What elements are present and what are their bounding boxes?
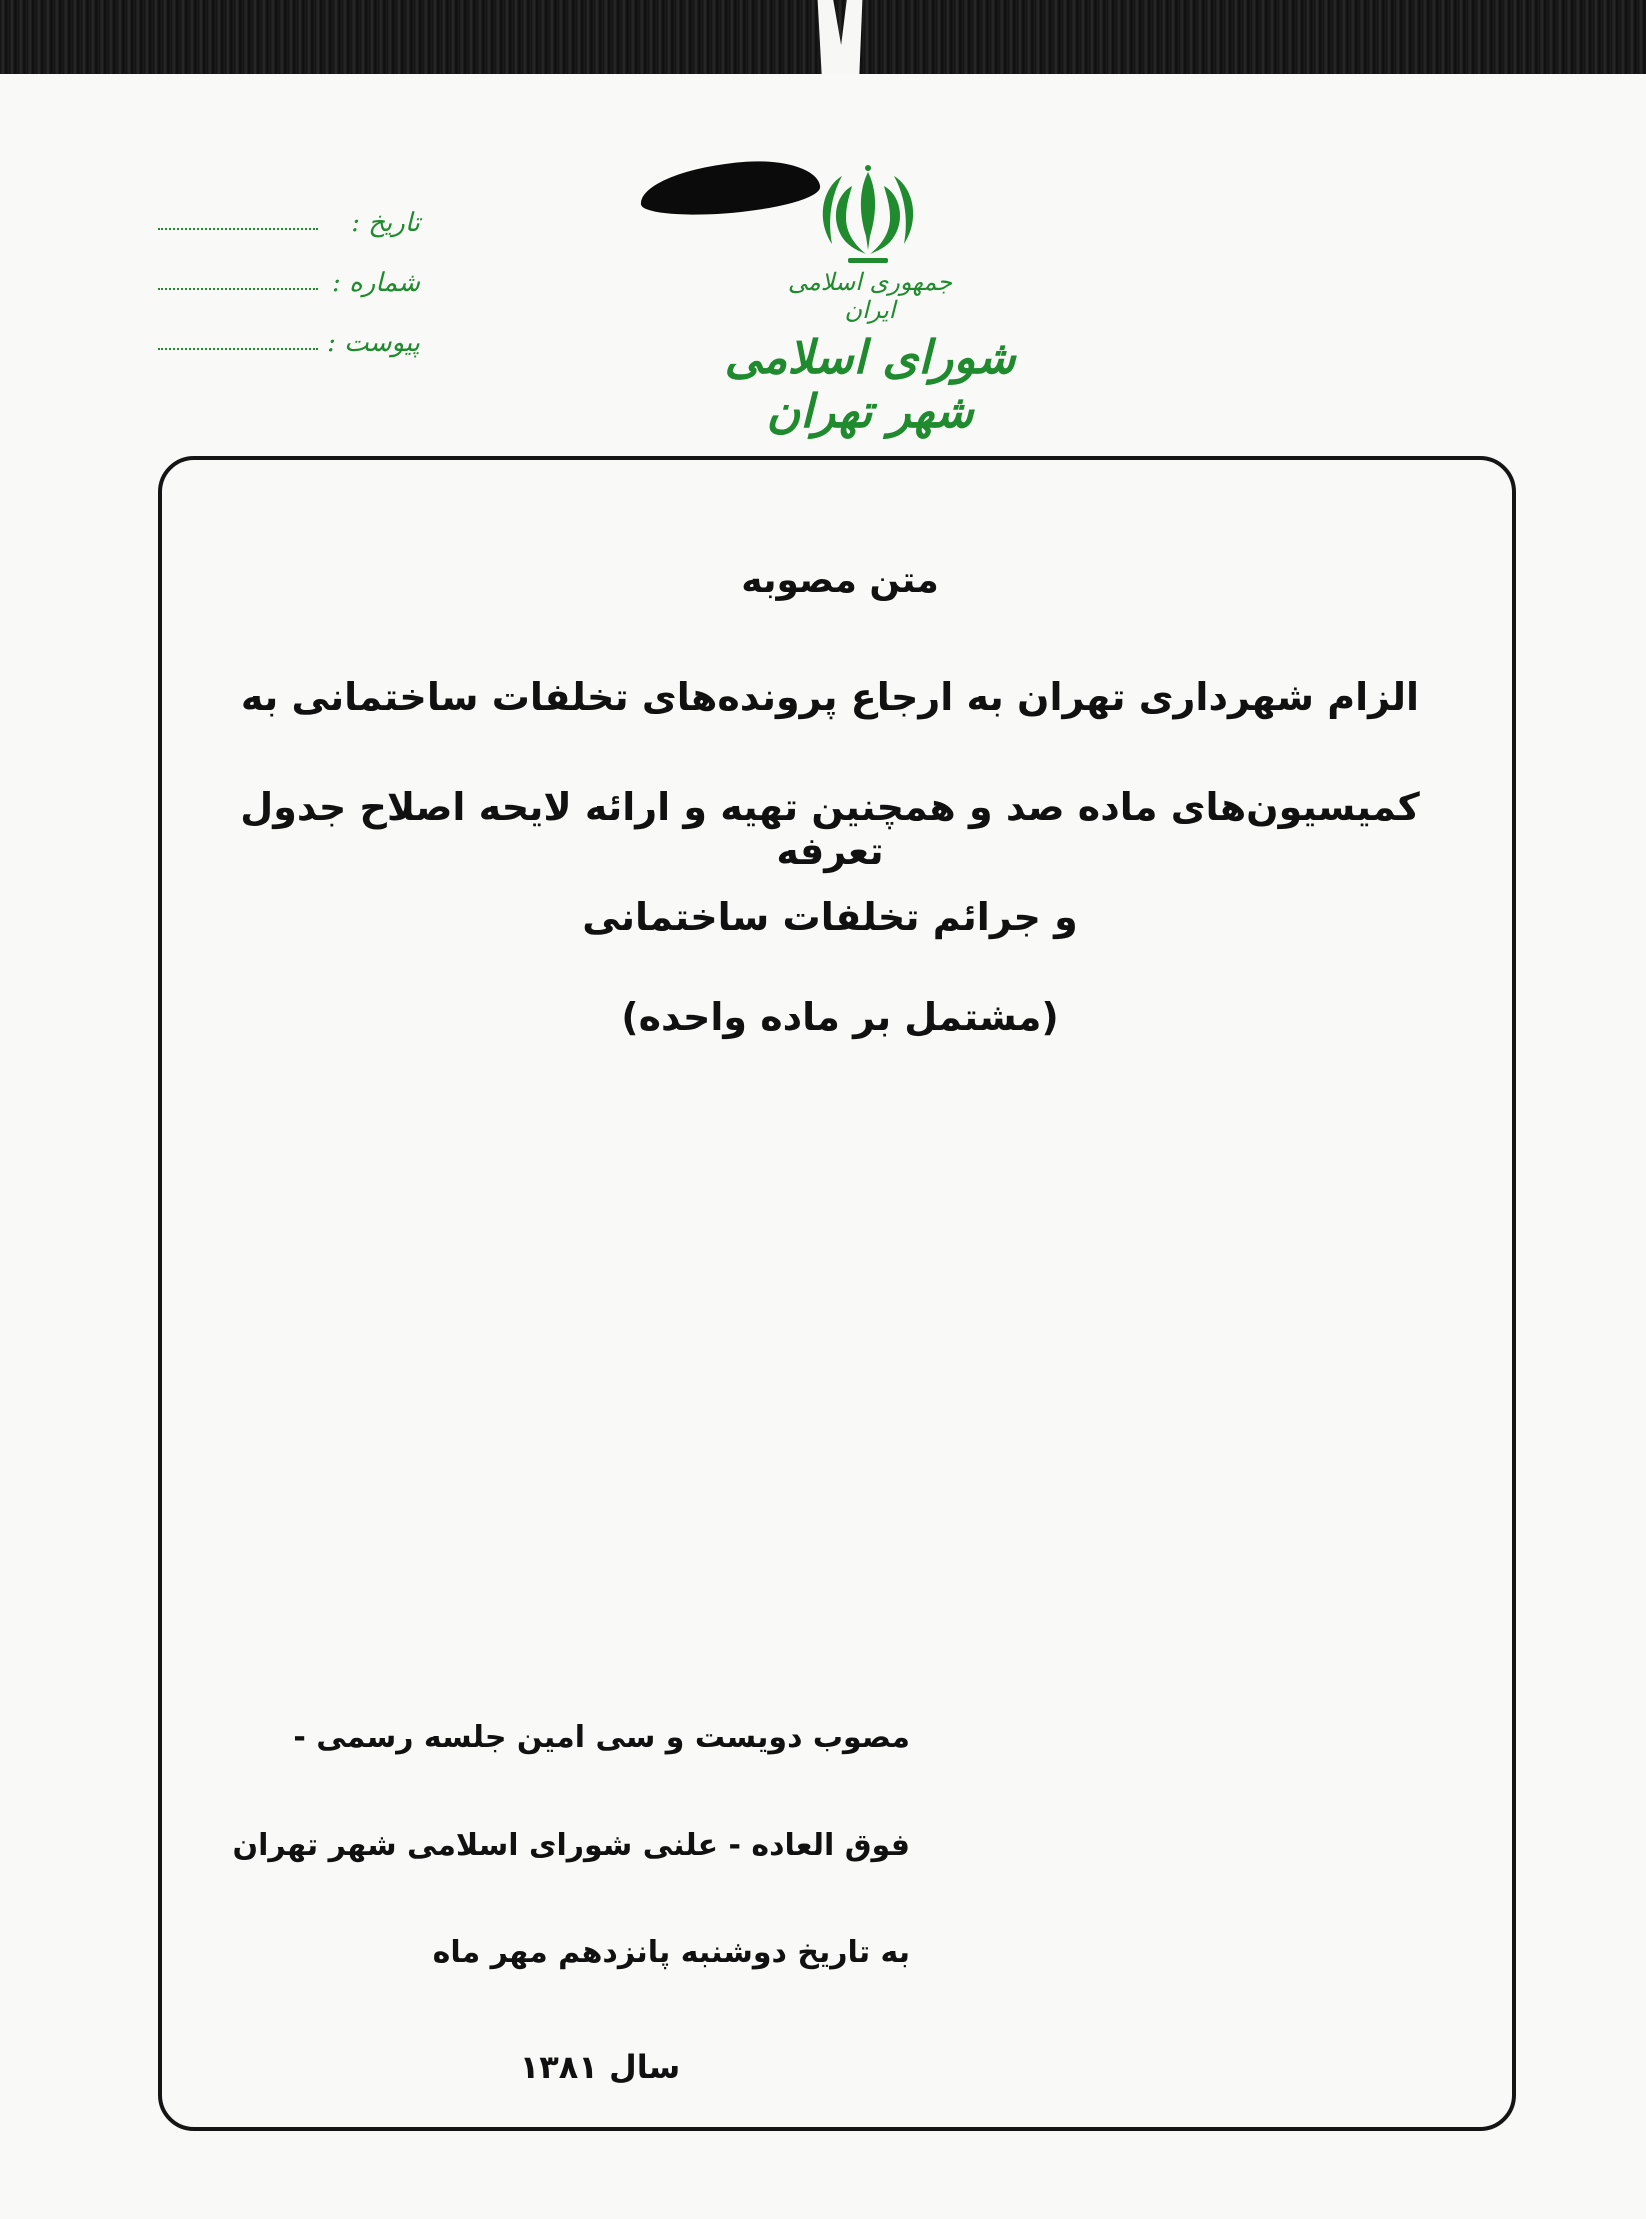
council-name-logo: شورای اسلامی شهر تهران xyxy=(724,330,1016,438)
approval-line-3: به تاریخ دوشنبه پانزدهم مهر ماه xyxy=(432,1935,910,1970)
title-line-2: کمیسیون‌های ماده صد و همچنین تهیه و ارائه لایحه اصلاح جدول تعرفه xyxy=(240,785,1420,873)
attachment-field xyxy=(150,328,420,368)
title-line-3: و جرائم تخلفات ساختمانی xyxy=(582,895,1078,939)
iran-emblem-icon xyxy=(808,158,928,278)
date-label: تاریخ : xyxy=(351,208,420,238)
date-blank-line xyxy=(158,228,318,230)
document-heading: متن مصوبه xyxy=(741,560,939,601)
number-label: شماره : xyxy=(332,268,420,298)
republic-name: جمهوری اسلامی ایران xyxy=(787,268,953,324)
torn-paper-notch xyxy=(812,0,868,82)
approval-line-1: مصوب دویست و سی امین جلسه رسمی - xyxy=(293,1720,910,1755)
number-field xyxy=(150,268,420,308)
number-blank-line xyxy=(158,288,318,290)
attachment-label: پیوست : xyxy=(327,328,420,358)
scan-edge-artifact xyxy=(0,0,1646,74)
attachment-blank-line xyxy=(158,348,318,350)
approval-year: سال ۱۳۸۱ xyxy=(519,2048,681,2086)
approval-line-2: فوق العاده - علنی شورای اسلامی شهر تهران xyxy=(232,1828,910,1863)
title-line-1: الزام شهرداری تهران به ارجاع پرونده‌های تخلفات ساختمانی به xyxy=(240,675,1420,719)
document-subtitle: (مشتمل بر ماده واحده) xyxy=(621,995,1059,1039)
date-field xyxy=(150,208,420,248)
